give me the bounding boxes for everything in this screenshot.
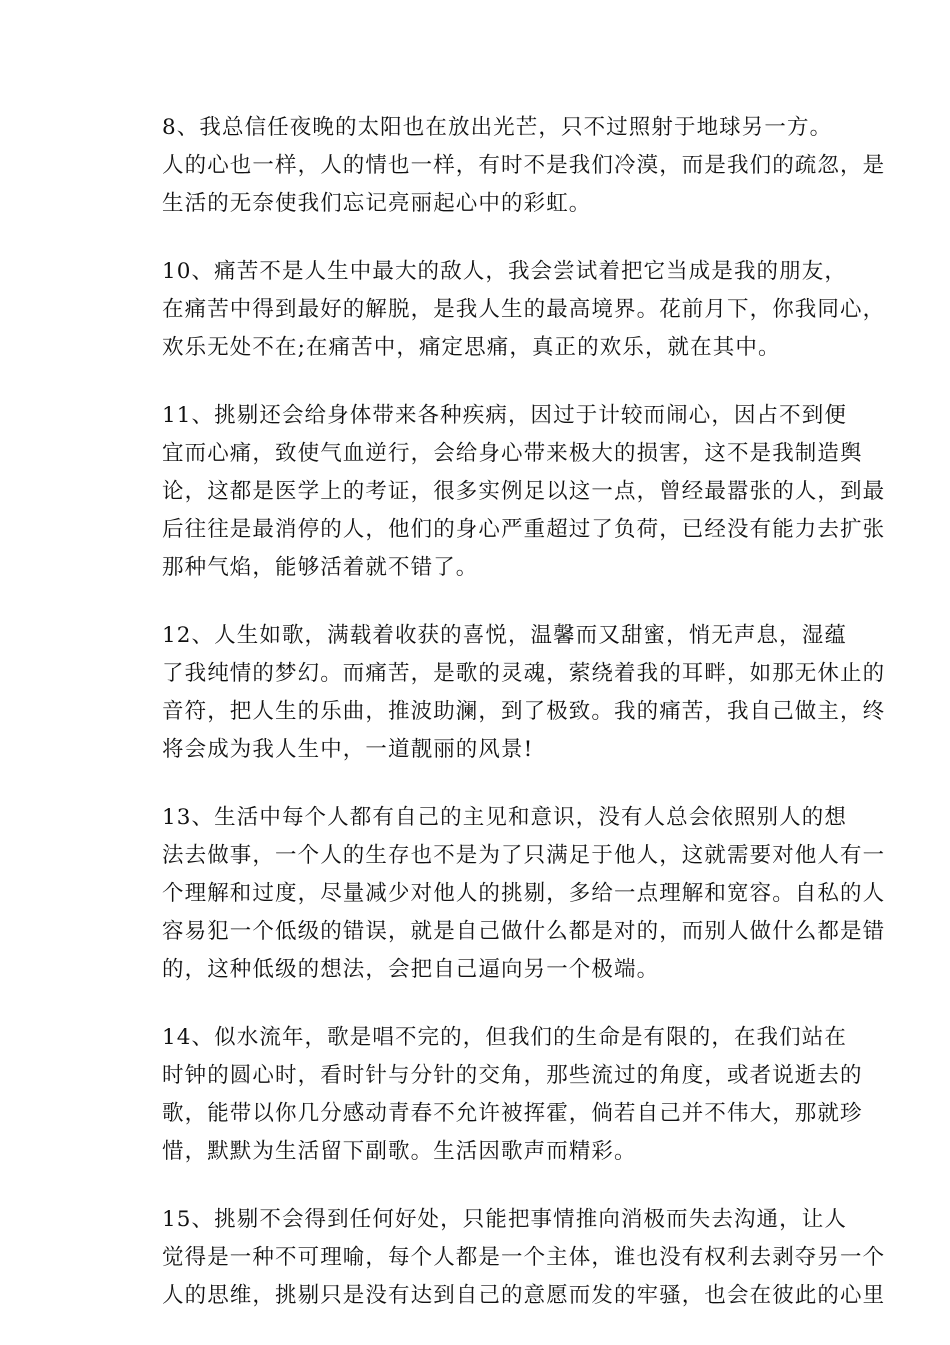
paragraph-line: 那种气焰，能够活着就不错了。 <box>162 555 479 580</box>
paragraph-line: 在痛苦中得到最好的解脱，是我人生的最高境界。花前月下，你我同心， <box>162 297 886 322</box>
paragraph-line: 个理解和过度，尽量减少对他人的挑剔，多给一点理解和宽容。自私的人 <box>162 881 886 906</box>
paragraph-line: 后往往是最消停的人，他们的身心严重超过了负荷，已经没有能力去扩张 <box>162 517 886 542</box>
paragraph-line: 14、似水流年，歌是唱不完的，但我们的生命是有限的，在我们站在 <box>162 1025 847 1050</box>
paragraph-line: 法去做事，一个人的生存也不是为了只满足于他人，这就需要对他人有一 <box>162 843 886 868</box>
paragraph-line: 欢乐无处不在;在痛苦中，痛定思痛，真正的欢乐，就在其中。 <box>162 335 781 360</box>
paragraph-line: 的，这种低级的想法，会把自己逼向另一个极端。 <box>162 957 660 982</box>
paragraph <box>117 617 886 769</box>
paragraph-line: 宜而心痛，致使气血逆行，会给身心带来极大的损害，这不是我制造舆 <box>162 441 863 466</box>
paragraph-line: 时钟的圆心时，看时针与分针的交角，那些流过的角度，或者说逝去的 <box>162 1063 863 1088</box>
paragraph-line: 12、人生如歌，满载着收获的喜悦，温馨而又甜蜜，悄无声息，湿蕴 <box>162 623 847 648</box>
paragraph <box>117 1019 863 1171</box>
paragraph <box>117 397 886 587</box>
paragraph-line: 11、挑剔还会给身体带来各种疾病，因过于计较而闹心，因占不到便 <box>162 403 847 428</box>
paragraph <box>117 1201 886 1315</box>
paragraph-line: 歌，能带以你几分感动青春不允许被挥霍，倘若自己并不伟大，那就珍 <box>162 1101 863 1126</box>
paragraph-line: 惜，默默为生活留下副歌。生活因歌声而精彩。 <box>162 1139 637 1164</box>
paragraph-line: 将会成为我人生中，一道靓丽的风景! <box>162 737 534 762</box>
paragraph <box>117 799 886 989</box>
paragraph-line: 容易犯一个低级的错误，就是自己做什么都是对的，而别人做什么都是错 <box>162 919 886 944</box>
paragraph-line: 了我纯情的梦幻。而痛苦，是歌的灵魂，萦绕着我的耳畔，如那无休止的 <box>162 661 886 686</box>
paragraph-line: 8、我总信任夜晚的太阳也在放出光芒，只不过照射于地球另一方。 <box>162 115 833 140</box>
paragraph-line: 人的思维，挑剔只是没有达到自己的意愿而发的牢骚，也会在彼此的心里 <box>162 1283 886 1308</box>
paragraph-line: 人的心也一样，人的情也一样，有时不是我们冷漠，而是我们的疏忽，是 <box>162 153 886 178</box>
paragraph-line: 10、痛苦不是人生中最大的敌人，我会尝试着把它当成是我的朋友， <box>162 259 847 284</box>
paragraph-line: 论，这都是医学上的考证，很多实例足以这一点，曾经最嚣张的人，到最 <box>162 479 886 504</box>
paragraph <box>117 253 886 367</box>
paragraph-line: 觉得是一种不可理喻，每个人都是一个主体，谁也没有权利去剥夺另一个 <box>162 1245 886 1270</box>
paragraph-line: 13、生活中每个人都有自己的主见和意识，没有人总会依照别人的想 <box>162 805 847 830</box>
paragraph-line: 15、挑剔不会得到任何好处，只能把事情推向消极而失去沟通，让人 <box>162 1207 847 1232</box>
paragraph-line: 音符，把人生的乐曲，推波助澜，到了极致。我的痛苦，我自己做主，终 <box>162 699 886 724</box>
paragraph <box>117 109 886 223</box>
paragraph-line: 生活的无奈使我们忘记亮丽起心中的彩虹。 <box>162 191 592 216</box>
document-body <box>117 109 886 1345</box>
